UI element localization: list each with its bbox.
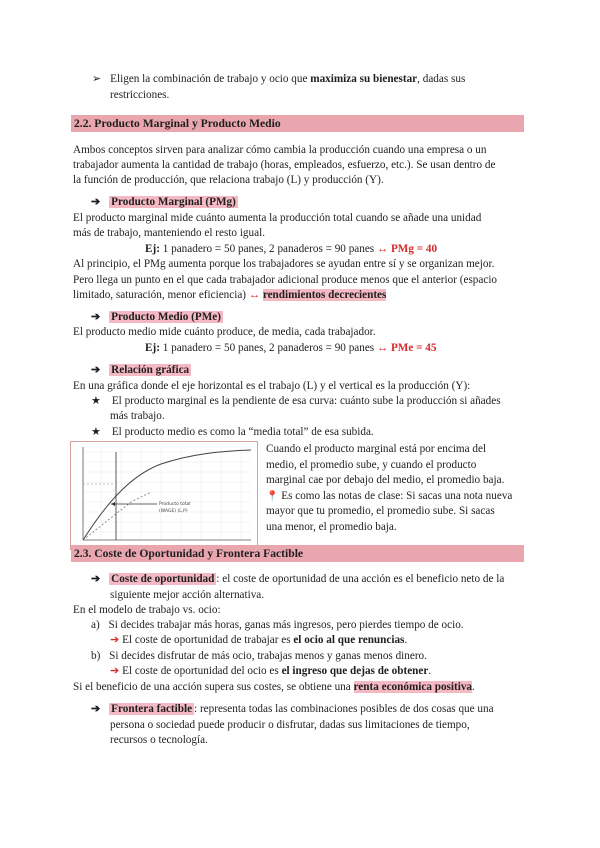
arrow-icon: ➔ <box>91 311 101 323</box>
intro-line-1: Ambos conceptos sirven para analizar cómo cambia la producción cuando una empresa o un <box>73 144 487 156</box>
grafica-bullet-1-cont: más trabajo. <box>110 410 165 422</box>
pme-example: Ej: 1 panadero = 50 panes, 2 panaderos = 90 panes ↔ PMe = 45 <box>145 342 437 354</box>
side-text-3: marginal cae por debajo del medio, el promedio baja. <box>266 474 505 486</box>
pmg-text2-1: Al principio, el PMg aumenta porque los trabajadores se ayudan entre sí y se organizan mejor. <box>73 258 495 270</box>
star-icon: ★ <box>91 395 102 407</box>
figure-label-1: Producto total <box>159 502 191 507</box>
production-chart-svg <box>71 442 257 549</box>
side-text-1: Cuando el producto marginal está por encima del <box>266 443 487 455</box>
bullet-marker: ➢ <box>92 73 102 85</box>
rent-text: Si el beneficio de una acción supera sus costes, se obtiene una renta económica positiva. <box>73 681 475 693</box>
intro-line-2: trabajador aumenta la cantidad de trabajo (horas, empleados, esfuerzo, etc.). Se usan dentro de <box>73 159 496 171</box>
pin-icon: 📍 <box>266 491 279 502</box>
pmg-example: Ej: 1 panadero = 50 panes, 2 panaderos = 90 panes ↔ PMg = 40 <box>145 243 438 255</box>
section-title-2-3: 2.3. Coste de Oportunidad y Frontera Factible <box>71 545 524 562</box>
pin-text-1: 📍 Es como las notas de clase: Si sacas una nota nueva <box>266 490 513 502</box>
pmg-text3: limitado, saturación, menor eficiencia) ↔ rendimientos decrecientes <box>73 289 387 301</box>
side-text-2: medio, el promedio sube, y cuando el producto <box>266 459 477 471</box>
arrow-icon: ➔ <box>91 573 101 585</box>
arrow-icon: ➔ <box>91 364 101 376</box>
star-icon: ★ <box>91 426 102 438</box>
coste-item-a-sub: ➔ El coste de oportunidad de trabajar es el ocio al que renuncias. <box>110 634 408 646</box>
grafica-heading: ➔ Relación gráfica <box>91 364 190 376</box>
coste-item-b: b) Si decides disfrutar de más ocio, trabajas menos y ganas menos dinero. <box>91 650 427 662</box>
grafica-bullet-2: ★ El producto medio es como la “media total” de esa subida. <box>91 426 374 438</box>
pmg-text-2: más de trabajo, manteniendo el resto igual. <box>73 227 265 239</box>
arrow-icon: ➔ <box>110 665 120 677</box>
frontera-heading: ➔ Frontera factible : representa todas las combinaciones posibles de dos cosas que una <box>91 703 494 715</box>
top-bullet-line2: restricciones. <box>110 89 170 101</box>
pme-heading: ➔ Producto Medio (PMe) <box>91 311 221 323</box>
pin-text-2: mayor que tu promedio, el promedio sube. Si sacas <box>266 505 495 517</box>
pmg-heading: ➔ Producto Marginal (PMg) <box>91 196 236 208</box>
pme-text: El producto medio mide cuánto produce, de media, cada trabajador. <box>73 326 376 338</box>
top-bullet: ➢ Eligen la combinación de trabajo y ocio que maximiza su bienestar, dadas sus <box>92 73 466 85</box>
grafica-bullet-1: ★ El producto marginal es la pendiente de esa curva: cuánto sube la producción si añades <box>91 395 501 407</box>
production-chart-image <box>70 441 258 550</box>
coste-item-a: a) Si decides trabajar más horas, ganas más ingresos, pero pierdes tiempo de ocio. <box>91 619 464 631</box>
section-title-2-2: 2.2. Producto Marginal y Producto Medio <box>71 115 524 132</box>
frontera-text-2: persona o sociedad puede producir o disfrutar, dadas sus limitaciones de tiempo, <box>110 719 470 731</box>
frontera-text-3: recursos o tecnología. <box>110 734 208 746</box>
grafica-text: En una gráfica donde el eje horizontal es el trabajo (L) y el vertical es la producción (Y): <box>73 380 471 392</box>
pmg-text-1: El producto marginal mide cuánto aumenta la producción total cuando se añade una unidad <box>73 212 482 224</box>
pin-text-3: una menor, el promedio baja. <box>266 521 397 533</box>
coste-text-2: siguiente mejor acción alternativa. <box>110 589 265 601</box>
arrow-icon: ➔ <box>91 703 101 715</box>
figure-label-2: (WAGE) (L,P) <box>159 509 188 514</box>
pmg-text2-2: Pero llega un punto en el que cada trabajador adicional produce menos que el anterior (espacio <box>73 274 498 286</box>
intro-line-3: la función de producción, que relaciona trabajo (L) y producción (Y). <box>73 174 384 186</box>
arrow-icon: ➔ <box>91 196 101 208</box>
coste-heading: ➔ Coste de oportunidad : el coste de oportunidad de una acción es el beneficio neto de la <box>91 573 505 585</box>
coste-item-b-sub: ➔ El coste de oportunidad del ocio es el ingreso que dejas de obtener. <box>110 665 432 677</box>
coste-model: En el modelo de trabajo vs. ocio: <box>73 604 221 616</box>
arrow-icon: ➔ <box>110 634 120 646</box>
